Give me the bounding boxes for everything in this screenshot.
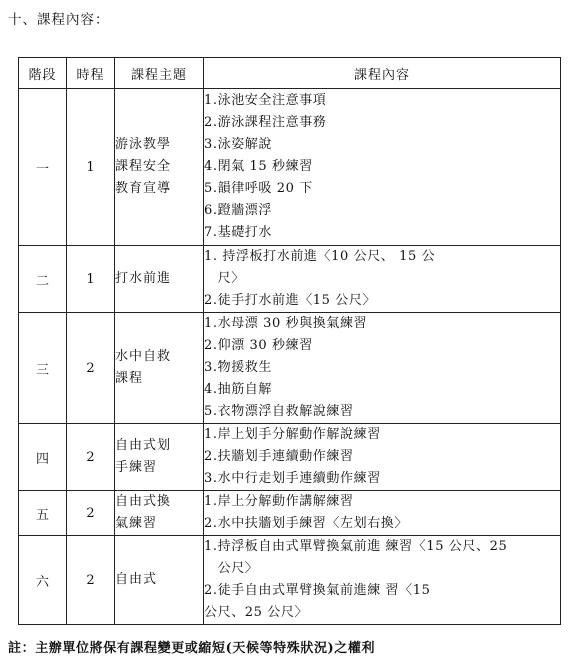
header-content: 課程內容 — [204, 58, 561, 89]
topic-line: 教育宣導 — [115, 181, 172, 196]
section-heading: 十、課程內容： — [8, 12, 110, 28]
list-item: 1.岸上划手分解動作解說練習 — [204, 427, 381, 442]
hours-cell: 1 — [67, 246, 115, 313]
table-header-row — [19, 58, 561, 89]
list-item: 1. 持浮板打水前進〈10 公尺、 15 公 — [204, 249, 436, 264]
list-item: 2.徒手自由式單臂換氣前進練 習〈15 — [204, 583, 431, 598]
stage-cell: 三 — [19, 313, 67, 424]
topic-cell — [115, 246, 204, 313]
content-list — [204, 90, 560, 244]
topic-cell — [115, 536, 204, 625]
content-list — [204, 313, 560, 423]
topic-cell — [115, 89, 204, 246]
content-cell — [204, 89, 561, 246]
footnote: 註：主辦單位將保有課程變更或縮短(天候等特殊狀況)之權利 — [8, 641, 376, 656]
topic-line: 自由式划 — [115, 438, 172, 453]
topic-line: 游泳教學 — [115, 137, 172, 152]
header-topic: 課程主題 — [115, 58, 204, 89]
content-list — [204, 491, 560, 535]
topic-line: 水中自救 — [115, 349, 172, 364]
topic-line: 氣練習 — [115, 516, 158, 531]
topic-cell — [115, 491, 204, 536]
list-item: 1.持浮板自由式單臂換氣前進 練習〈15 公尺、25 — [204, 539, 508, 554]
list-item: 4.閉氣 15 秒練習 — [204, 159, 313, 174]
header-hours: 時程 — [67, 58, 115, 89]
list-item: 2.扶牆划手連續動作練習 — [204, 449, 354, 464]
header-stage: 階段 — [19, 58, 67, 89]
table-row — [19, 89, 561, 246]
table-row — [19, 491, 561, 536]
topic-line: 課程 — [115, 371, 144, 386]
list-item: 1.泳池安全注意事項 — [204, 93, 327, 108]
table-row — [19, 246, 561, 313]
content-cell — [204, 424, 561, 491]
hours-cell: 2 — [67, 491, 115, 536]
list-item: 2.水中扶牆划手練習〈左划右換〉 — [204, 516, 409, 531]
topic-line: 自由式 — [115, 572, 158, 587]
hours-cell: 2 — [67, 313, 115, 424]
list-item: 1.水母漂 30 秒與換氣練習 — [204, 316, 368, 331]
topic-line: 手練習 — [115, 460, 158, 475]
list-item: 2.徒手打水前進〈15 公尺〉 — [204, 293, 377, 308]
hours-cell: 1 — [67, 89, 115, 246]
topic-line: 自由式換 — [115, 494, 172, 509]
course-table — [18, 57, 561, 625]
list-item: 2.仰漂 30 秒練習 — [204, 338, 313, 353]
content-list — [204, 246, 560, 312]
list-item: 5.韻律呼吸 20 下 — [204, 181, 313, 196]
list-item: 1.岸上分解動作講解練習 — [204, 494, 354, 509]
content-cell — [204, 313, 561, 424]
content-cell — [204, 536, 561, 625]
list-item: 3.水中行走划手連續動作練習 — [204, 471, 381, 486]
content-list — [204, 424, 560, 490]
table-row — [19, 313, 561, 424]
stage-cell: 四 — [19, 424, 67, 491]
table-row — [19, 536, 561, 625]
topic-line: 打水前進 — [115, 271, 172, 286]
topic-cell — [115, 424, 204, 491]
list-item: 6.蹬牆漂浮 — [204, 203, 273, 218]
list-item: 7.基礎打水 — [204, 225, 273, 240]
stage-cell: 六 — [19, 536, 67, 625]
topic-line: 課程安全 — [115, 159, 172, 174]
list-item: 尺〉 — [204, 271, 245, 286]
list-item: 公尺〉 — [204, 561, 259, 576]
content-cell — [204, 491, 561, 536]
content-list — [204, 536, 560, 624]
list-item: 3.泳姿解說 — [204, 137, 273, 152]
hours-cell: 2 — [67, 536, 115, 625]
topic-cell — [115, 313, 204, 424]
list-item: 4.抽筋自解 — [204, 382, 273, 397]
hours-cell: 2 — [67, 424, 115, 491]
stage-cell: 一 — [19, 89, 67, 246]
stage-cell: 五 — [19, 491, 67, 536]
stage-cell: 二 — [19, 246, 67, 313]
list-item: 3.物援救生 — [204, 360, 273, 375]
table-row — [19, 424, 561, 491]
list-item: 公尺、25 公尺〉 — [204, 605, 309, 620]
list-item: 5.衣物漂浮自救解說練習 — [204, 404, 354, 419]
content-cell — [204, 246, 561, 313]
list-item: 2.游泳課程注意事務 — [204, 115, 327, 130]
